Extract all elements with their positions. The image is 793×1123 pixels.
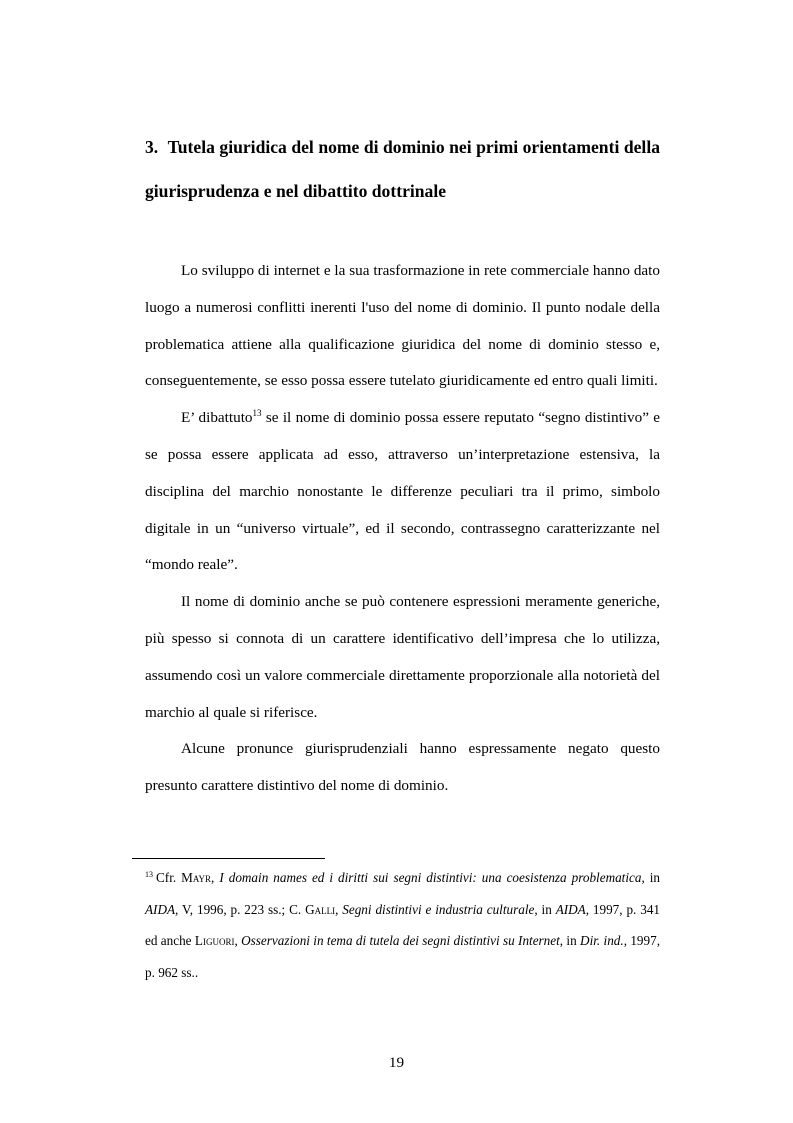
footnote-text: Cfr. [156, 870, 182, 885]
page-content [145, 125, 660, 805]
paragraph: Lo sviluppo di internet e la sua trasformazione in rete commerciale hanno dato luogo a numerosi conflitti inerenti l'uso del nome di dominio. Il punto nodale della problematica attiene alla qualificazione giuridica del nome di dominio stesso e, conseguentemente, se esso possa essere tutelato giuridicamente ed entro quali limiti. [145, 262, 660, 390]
footnote-text: , [335, 901, 343, 917]
footnote-work-title: Osservazioni in tema di tutela dei segni distintivi su Internet [241, 933, 560, 948]
paragraph-text: se il nome di dominio possa essere reputato “segno distintivo” e se possa essere applicata ad esso, attraverso un’interpretazione estensiva, la disciplina del marchio nonostante le differenze peculiari tra il primo, simbolo digitale in un “universo virtuale”, ed il secondo, contrassegno caratterizzante nel “mondo reale”. [145, 409, 661, 574]
footnote-text: , 1997, p. 962 ss.. [145, 933, 661, 980]
page-number: 19 [388, 1054, 405, 1071]
footnote-text: , in [641, 870, 661, 885]
section-heading [145, 125, 660, 213]
paragraph-text: E’ dibattuto [181, 409, 253, 427]
footnote-author: Mayr [181, 870, 212, 885]
footnote-journal: AIDA [145, 901, 176, 917]
footnote-13 [145, 862, 660, 988]
paragraph [145, 400, 660, 584]
footnote-author: Liguori [194, 933, 235, 948]
paragraph: Alcune pronunce giurisprudenziali hanno espressamente negato questo presunto carattere distintivo del nome di dominio. [145, 740, 660, 795]
paragraph: Il nome di dominio anche se può contenere espressioni meramente generiche, più spesso si connota di un carattere identificativo dell’impresa che lo utilizza, assumendo così un valore commerciale direttamente proporzionale alla notorietà del marchio al quale si riferisce. [145, 593, 660, 721]
footnote-text: , in [534, 901, 556, 917]
section-title: Tutela giuridica del nome di dominio nei primi orientamenti della giurisprudenza e nel dibattito dottrinale [145, 137, 660, 201]
footnote-work-title: Segni distintivi e industria culturale [342, 901, 535, 917]
footnote-reference[interactable]: 13 [252, 408, 262, 419]
footnote-author: Galli [305, 901, 336, 917]
footnote-separator [132, 858, 325, 859]
section-number: 3. [145, 137, 159, 157]
footnote-journal: AIDA [555, 901, 586, 917]
footnote-text: , [234, 933, 242, 948]
footnotes [145, 862, 660, 988]
footnote-text: , [211, 870, 220, 885]
footnote-text: , V, 1996, p. 223 ss.; C. [175, 901, 306, 917]
footnote-text: , in [559, 933, 581, 948]
footnote-text: , 1997, p. 341 ed anche [145, 901, 661, 948]
footnote-journal: Dir. ind. [580, 933, 624, 948]
footnote-number: 13 [145, 870, 153, 879]
body-text [145, 253, 660, 805]
footnote-work-title: I domain names ed i diritti sui segni distintivi: una coesistenza problematica [219, 870, 642, 885]
